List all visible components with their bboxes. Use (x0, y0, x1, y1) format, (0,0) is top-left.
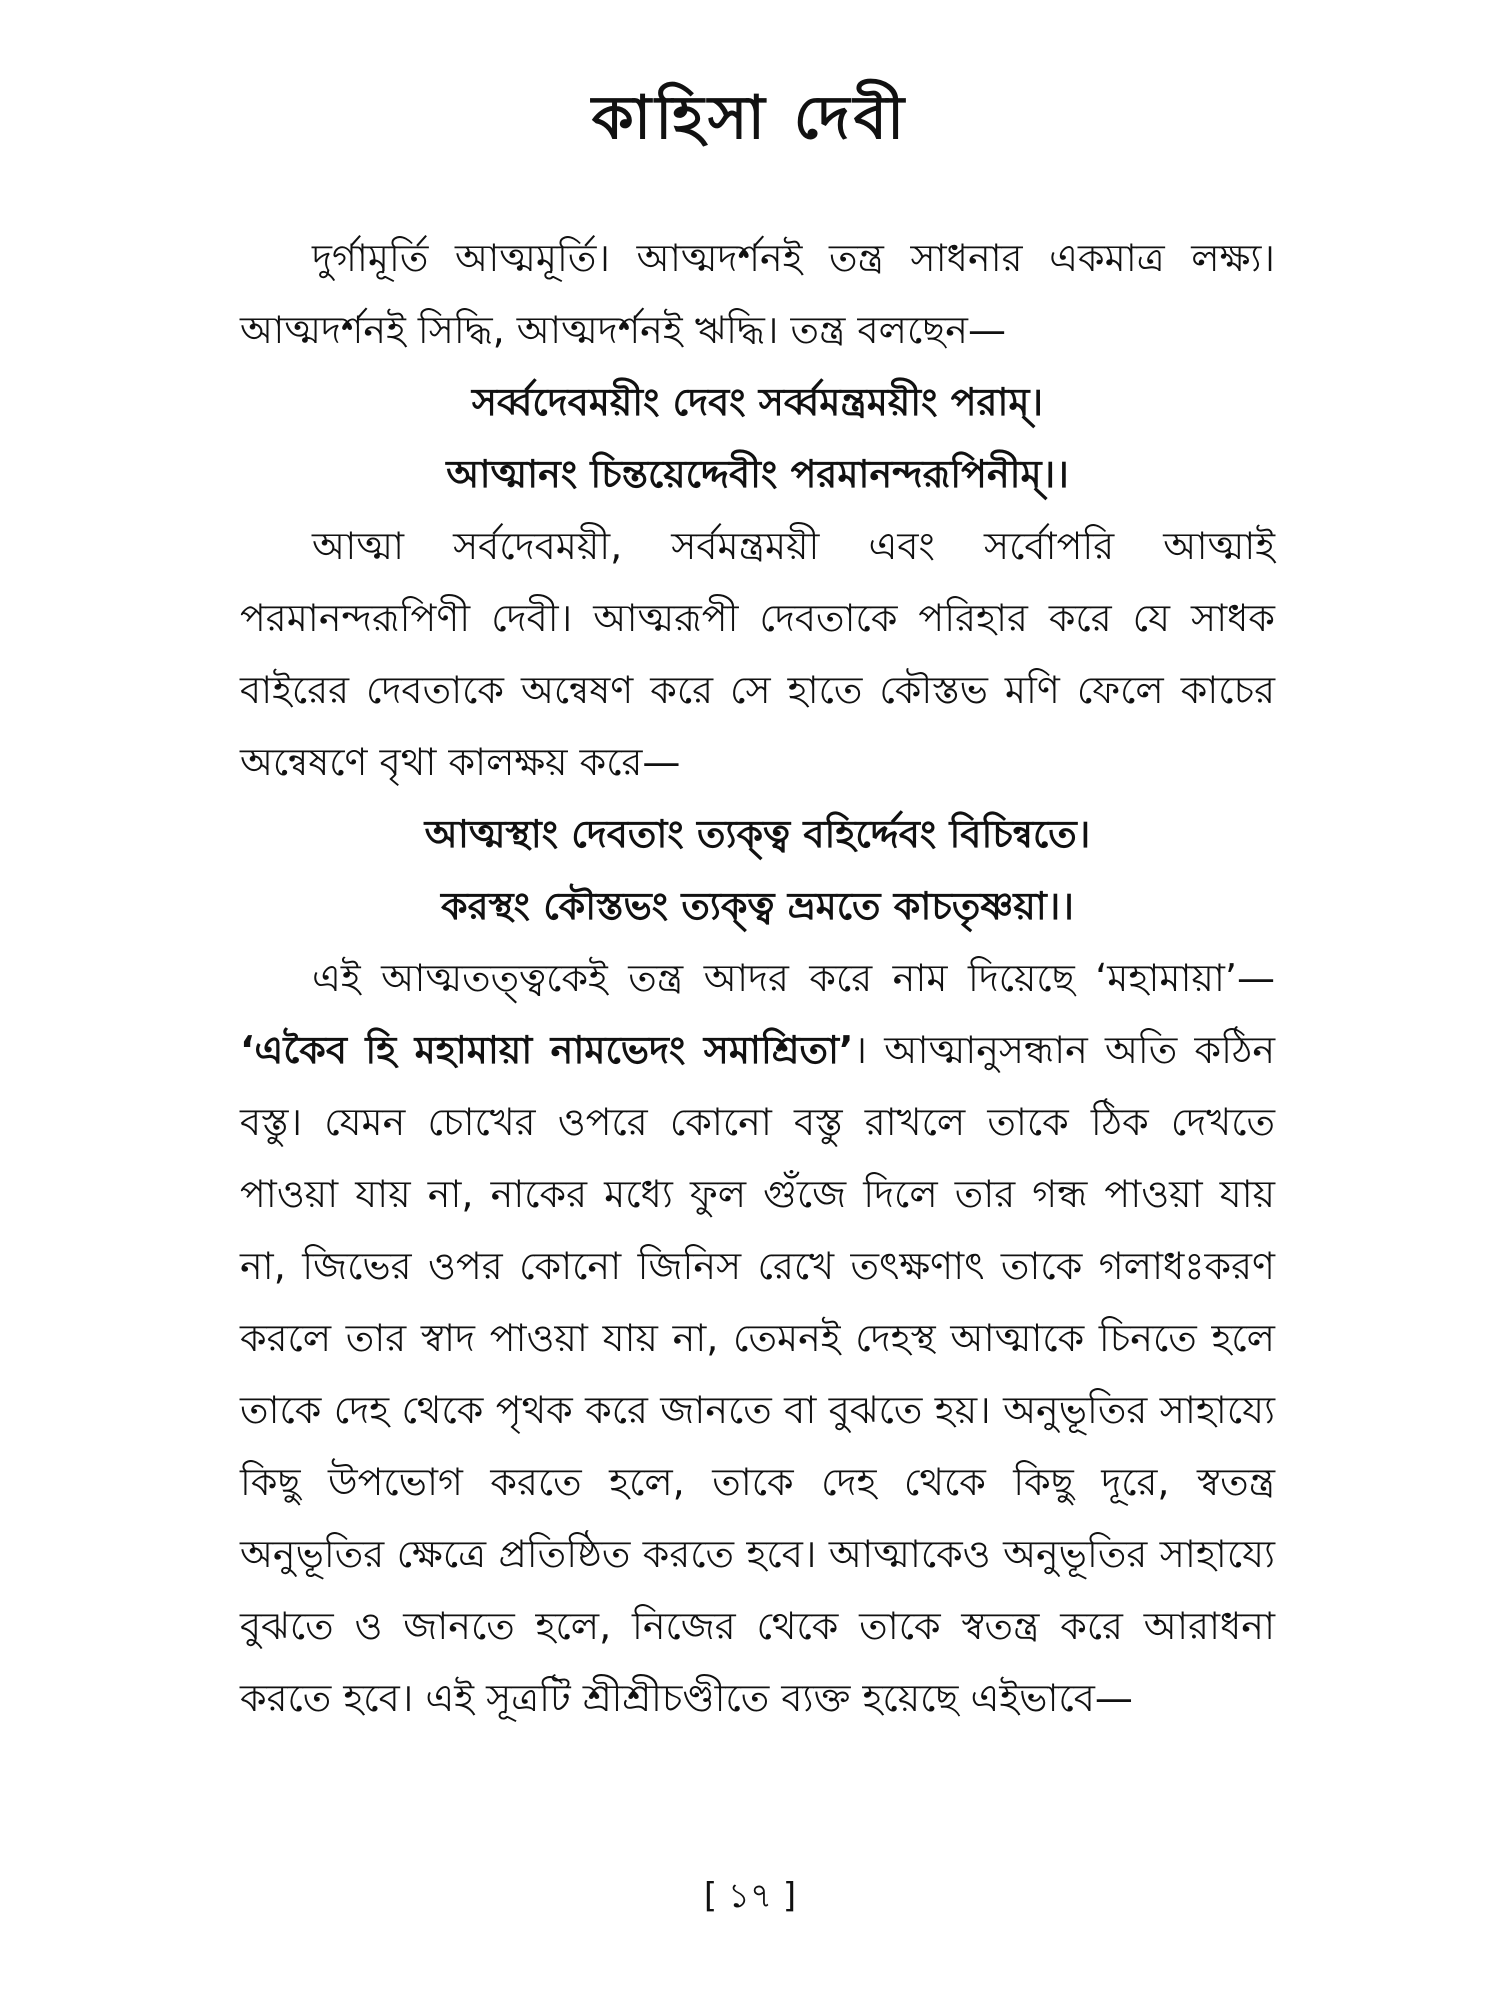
page-title: কাহিসা দেবী (591, 83, 909, 153)
page-number: [ ১৭ ] (703, 1876, 797, 1916)
verse-2-line-1: আত্মস্থাং দেবতাং ত্যক্ত্ব বহির্দ্দেবং বিচিন্বতে। (424, 812, 1091, 856)
paragraph-3-intro: এই আত্মতত্ত্বকেই তন্ত্র আদর করে নাম দিয়েছে ‘মহামায়া’— (312, 956, 1275, 1000)
paragraph-3 (240, 942, 1275, 1734)
text-body (240, 222, 1275, 1734)
verse-2-line-2: করস্থং কৌস্তভং ত্যক্ত্ব ভ্রমতে কাচতৃষ্ণয়া।। (441, 884, 1074, 928)
verse-1-line-2: আত্মানং চিন্তয়েদ্দেবীং পরমানন্দরূপিনীম্।। (446, 452, 1069, 496)
paragraph-2: আত্মা সর্বদেবময়ী, সর্বমন্ত্রময়ী এবং সর্বোপরি আত্মাই পরমানন্দরূপিণী দেবী। আত্মরূপী দেবতাকে পরিহার করে যে সাধক বাইরের দেবতাকে অন্বেষণ করে সে হাতে কৌস্তভ মণি ফেলে কাচের অন্বেষণে বৃথা কালক্ষয় করে— (240, 524, 1275, 784)
paragraph-1: দুর্গামূর্তি আত্মমূর্তি। আত্মদর্শনই তন্ত্র সাধনার একমাত্র লক্ষ্য। আত্মদর্শনই সিদ্ধি, আত্মদর্শনই ঋদ্ধি। তন্ত্র বলছেন— (240, 236, 1275, 352)
verse-1-line-1: সর্ব্বদেবময়ীং দেবং সর্ব্বমন্ত্রময়ীং পরাম্। (471, 380, 1044, 424)
paragraph-3-rest: । আত্মানুসন্ধান অতি কঠিন বস্তু। যেমন চোখের ওপরে কোনো বস্তু রাখলে তাকে ঠিক দেখতে পাওয়া যায় না, নাকের মধ্যে ফুল গুঁজে দিলে তার গন্ধ পাওয়া যায় না, জিভের ওপর কোনো জিনিস রেখে তৎক্ষণাৎ তাকে গলাধঃকরণ করলে তার স্বাদ পাওয়া যায় না, তেমনই দেহস্থ আত্মাকে চিনতে হলে তাকে দেহ থেকে পৃথক করে জানতে বা বুঝতে হয়। অনুভূতির সাহায্যে কিছু উপভোগ করতে হলে, তাকে দেহ থেকে কিছু দূরে, স্বতন্ত্র অনুভূতির ক্ষেত্রে প্রতিষ্ঠিত করতে হবে। আত্মাকেও অনুভূতির সাহায্যে বুঝতে ও জানতে হলে, নিজের থেকে তাকে স্বতন্ত্র করে আরাধনা করতে হবে। এই সূত্রটি শ্রীশ্রীচণ্ডীতে ব্যক্ত হয়েছে এইভাবে— (240, 1028, 1275, 1720)
paragraph-3-quote: ‘একৈব হি মহামায়া নামভেদং সমাশ্রিতা’ (240, 1028, 854, 1072)
